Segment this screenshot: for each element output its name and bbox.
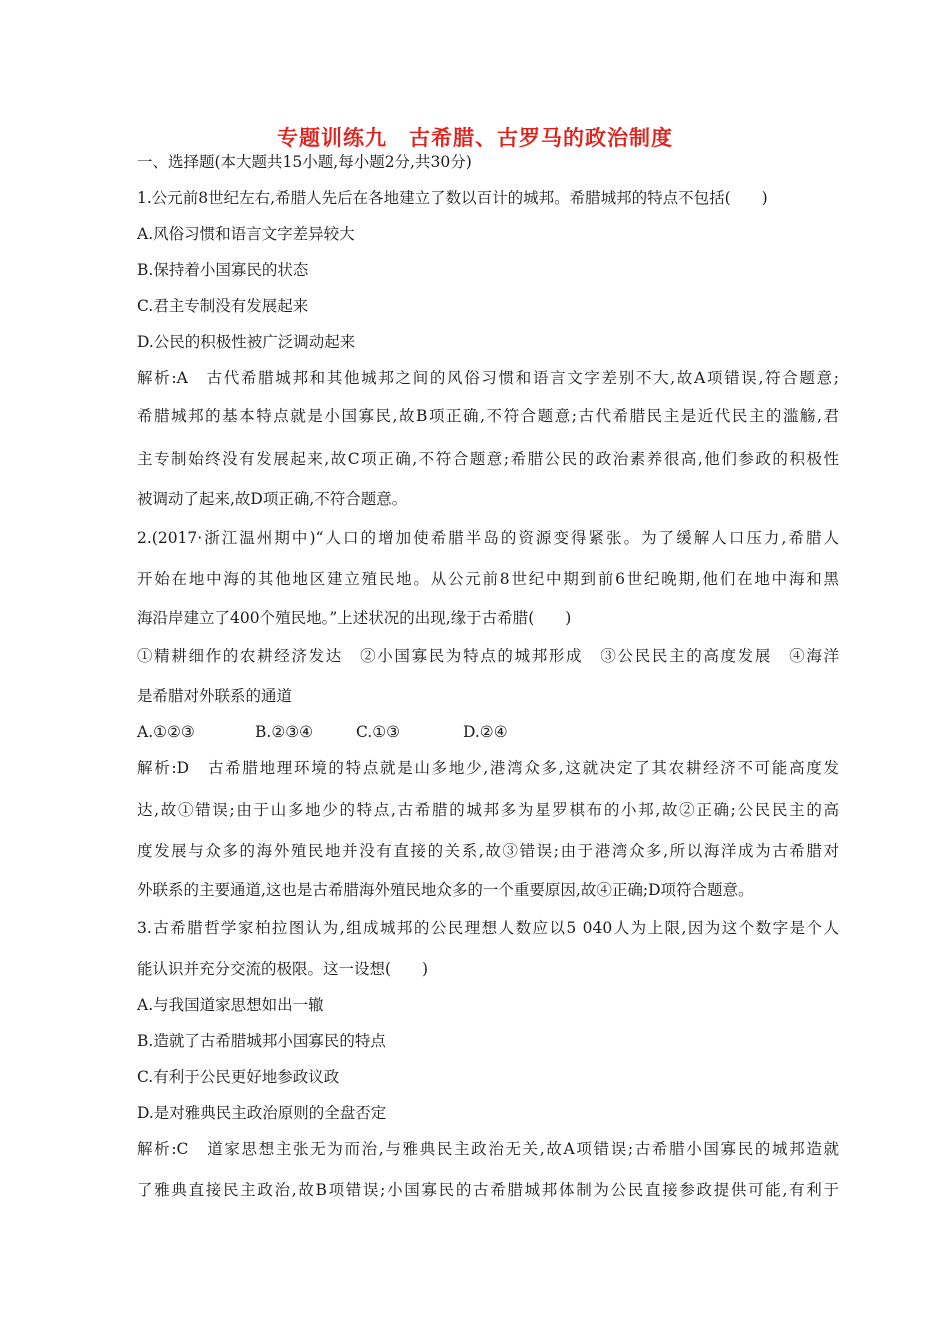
- question-2-stem-line: 海沿岸建立了400个殖民地。”上述状况的出现,缘于古希腊( ): [137, 609, 572, 627]
- question-1-analysis-line: 被调动了起来,故D项正确,不符合题意。: [137, 490, 408, 508]
- question-3-stem-line: 能认识并充分交流的极限。这一设想( ): [137, 960, 429, 978]
- question-2-analysis-line: 外联系的主要通道,这也是古希腊海外殖民地众多的一个重要原因,故④正确;D项符合题意。: [137, 881, 754, 899]
- question-1-option-b: B.保持着小国寡民的状态: [137, 261, 309, 279]
- question-3-option-a: A.与我国道家思想如出一辙: [137, 996, 324, 1014]
- question-3-analysis-line: 解析:C 道家思想主张无为而治,与雅典民主政治无关,故A项错误;古希腊小国寡民的城邦造就: [137, 1140, 839, 1158]
- question-1-analysis-line: 主专制始终没有发展起来,故C项正确,不符合题意;希腊公民的政治素养很高,他们参政的积极性: [137, 450, 839, 468]
- question-2-option-a: A.①②③: [137, 723, 195, 741]
- question-2-analysis-line: 达,故①错误;由于山多地少的特点,古希腊的城邦多为星罗棋布的小邦,故②正确;公民民主的高: [137, 801, 839, 819]
- question-2-analysis-line: 度发展与众多的海外殖民地并没有直接的关系,故③错误;由于港湾众多,所以海洋成为古希腊对: [137, 842, 839, 860]
- question-2-option-d: D.②④: [463, 723, 508, 741]
- question-2-stem-line: 2.(2017·浙江温州期中)“人口的增加使希腊半岛的资源变得紧张。为了缓解人口压力,希腊人: [137, 529, 839, 547]
- question-2-option-b: B.②③④: [255, 723, 314, 741]
- question-3-option-b: B.造就了古希腊城邦小国寡民的特点: [137, 1032, 386, 1050]
- section-heading: 一、选择题(本大题共15小题,每小题2分,共30分): [137, 153, 472, 171]
- question-1-stem: 1.公元前8世纪左右,希腊人先后在各地建立了数以百计的城邦。希腊城邦的特点不包括( ): [137, 189, 768, 207]
- question-3-option-d: D.是对雅典民主政治原则的全盘否定: [137, 1104, 387, 1122]
- question-3-option-c: C.有利于公民更好地参政议政: [137, 1068, 340, 1086]
- question-1-analysis-line: 解析:A 古代希腊城邦和其他城邦之间的风俗习惯和语言文字差别不大,故A项错误,符合题意;: [137, 369, 839, 387]
- question-1-option-d: D.公民的积极性被广泛调动起来: [137, 333, 356, 351]
- question-1-option-a: A.风俗习惯和语言文字差异较大: [137, 225, 355, 243]
- page-title: 专题训练九 古希腊、古罗马的政治制度: [277, 126, 673, 150]
- question-2-items-line: 是希腊对外联系的通道: [137, 687, 293, 705]
- question-3-stem-line: 3.古希腊哲学家柏拉图认为,组成城邦的公民理想人数应以5 040人为上限,因为这个数字是个人: [137, 919, 839, 937]
- question-3-analysis-line: 了雅典直接民主政治,故B项错误;小国寡民的古希腊城邦体制为公民直接参政提供可能,有利于: [137, 1181, 839, 1199]
- question-1-analysis-line: 希腊城邦的基本特点就是小国寡民,故B项正确,不符合题意;古代希腊民主是近代民主的滥觞,君: [137, 407, 839, 425]
- question-2-option-c: C.①③: [356, 723, 401, 741]
- question-2-analysis-line: 解析:D 古希腊地理环境的特点就是山多地少,港湾众多,这就决定了其农耕经济不可能高度发: [137, 759, 839, 777]
- question-2-items-line: ①精耕细作的农耕经济发达 ②小国寡民为特点的城邦形成 ③公民民主的高度发展 ④海洋: [137, 647, 839, 665]
- question-1-option-c: C.君主专制没有发展起来: [137, 297, 309, 315]
- question-2-stem-line: 开始在地中海的其他地区建立殖民地。从公元前8世纪中期到前6世纪晚期,他们在地中海和黑: [137, 570, 839, 588]
